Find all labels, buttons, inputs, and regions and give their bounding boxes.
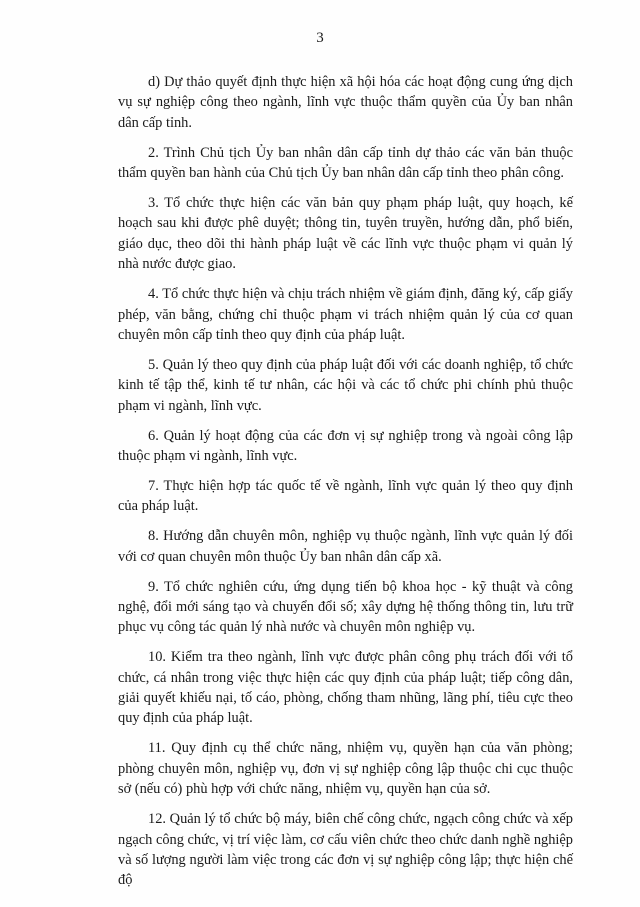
paragraph-7: 7. Thực hiện hợp tác quốc tế về ngành, lĩnh vực quản lý theo quy định của pháp luật. <box>118 477 573 515</box>
paragraph-10: 10. Kiểm tra theo ngành, lĩnh vực được phân công phụ trách đối với tổ chức, cá nhân trong việc thực hiện các quy định của pháp luật; tiếp công dân, giải quyết khiếu nại, tố cáo, phòng, chống tham nhũng, lãng phí, tiêu cực theo quy định của pháp luật. <box>118 649 573 727</box>
page-number: 3 <box>316 30 324 46</box>
paragraph-3: 3. Tổ chức thực hiện các văn bản quy phạm pháp luật, quy hoạch, kế hoạch sau khi được phê duyệt; thông tin, tuyên truyền, hướng dẫn, phổ biến, giáo dục, theo dõi thi hành pháp luật về các lĩnh vực thuộc phạm vi quản lý nhà nước được giao. <box>118 195 573 273</box>
paragraph-6: 6. Quản lý hoạt động của các đơn vị sự nghiệp trong và ngoài công lập thuộc phạm vi ngành, lĩnh vực. <box>118 427 573 464</box>
paragraph-5: 5. Quản lý theo quy định của pháp luật đối với các doanh nghiệp, tổ chức kinh tế tập thể, kinh tế tư nhân, các hội và các tổ chức phi chính phủ thuộc phạm vi ngành, lĩnh vực. <box>118 356 573 414</box>
document-body <box>118 72 573 900</box>
paragraph-12: 12. Quản lý tổ chức bộ máy, biên chế công chức, ngạch công chức và xếp ngạch công chức, vị trí việc làm, cơ cấu viên chức theo chức danh nghề nghiệp và số lượng người làm việc trong các đơn vị sự nghiệp công lập; thực hiện chế độ <box>118 811 573 889</box>
paragraph-1: d) Dự thảo quyết định thực hiện xã hội hóa các hoạt động cung ứng dịch vụ sự nghiệp công theo ngành, lĩnh vực thuộc thẩm quyền của Ủy ban nhân dân cấp tỉnh. <box>118 74 573 131</box>
paragraph-2: 2. Trình Chủ tịch Ủy ban nhân dân cấp tỉnh dự thảo các văn bản thuộc thẩm quyền ban hành của Chủ tịch Ủy ban nhân dân cấp tỉnh theo phân công. <box>118 144 573 182</box>
paragraph-4: 4. Tổ chức thực hiện và chịu trách nhiệm về giám định, đăng ký, cấp giấy phép, văn bằng, chứng chỉ thuộc phạm vi trách nhiệm quản lý của cơ quan chuyên môn cấp tỉnh theo quy định của pháp luật. <box>118 286 573 343</box>
paragraph-11: 11. Quy định cụ thể chức năng, nhiệm vụ, quyền hạn của văn phòng; phòng chuyên môn, nghiệp vụ, đơn vị sự nghiệp công lập thuộc chi cục thuộc sở (nếu có) phù hợp với chức năng, nhiệm vụ, quyền hạn của sở. <box>118 740 573 798</box>
paragraph-8: 8. Hướng dẫn chuyên môn, nghiệp vụ thuộc ngành, lĩnh vực quản lý đối với cơ quan chuyên môn thuộc Ủy ban nhân dân cấp xã. <box>118 528 573 565</box>
paragraph-9: 9. Tổ chức nghiên cứu, ứng dụng tiến bộ khoa học - kỹ thuật và công nghệ, đổi mới sáng tạo và chuyển đổi số; xây dựng hệ thống thông tin, lưu trữ phục vụ công tác quản lý nhà nước và chuyên môn nghiệp vụ. <box>118 578 573 636</box>
